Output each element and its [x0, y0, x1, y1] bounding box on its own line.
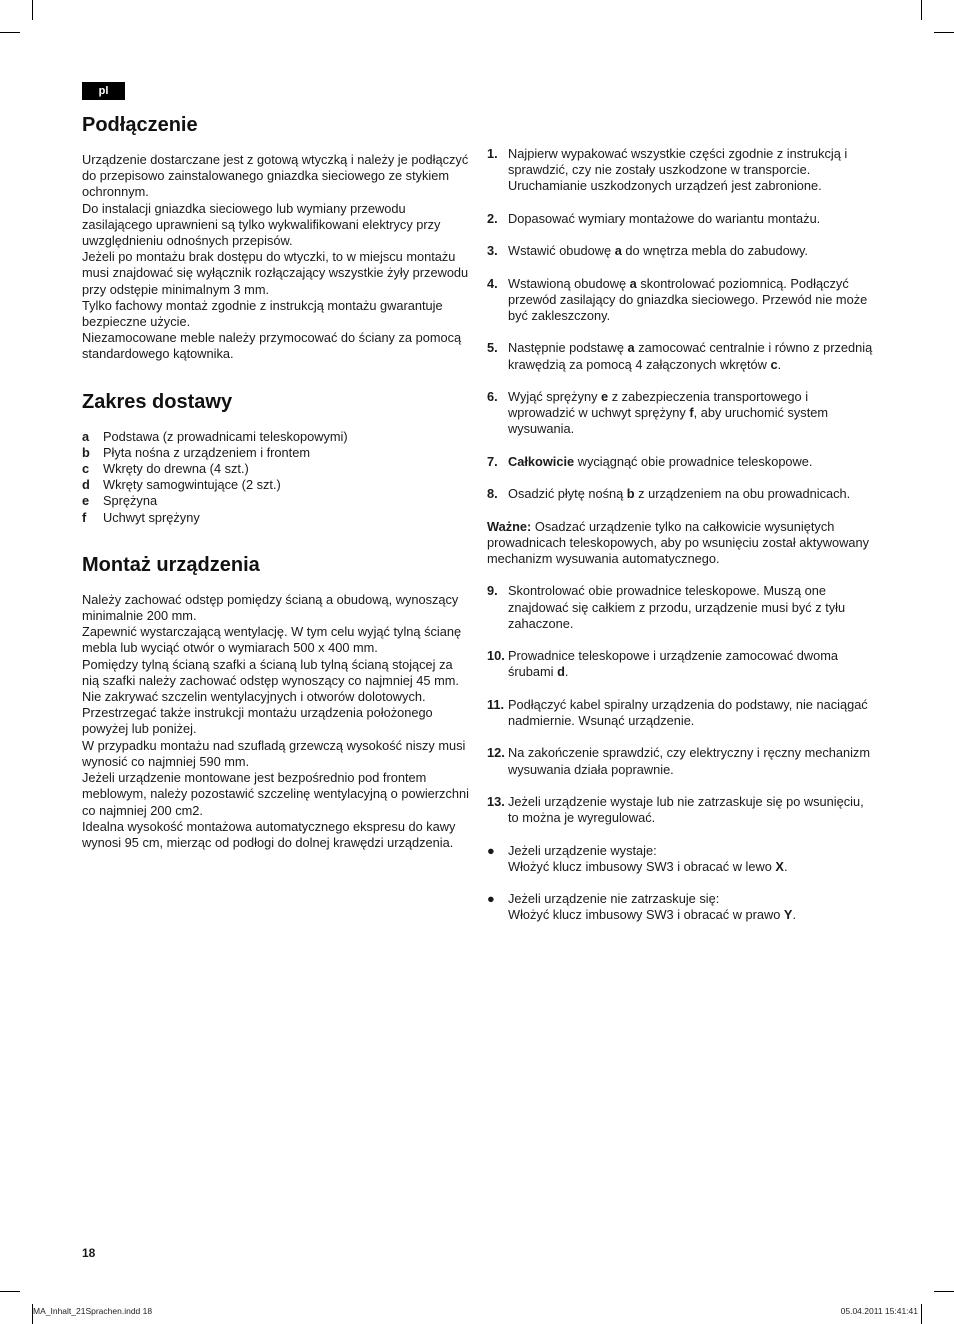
- step-item: [487, 843, 877, 875]
- step-number: 3.: [487, 243, 498, 259]
- paragraph: Przestrzegać także instrukcji montażu urządzenia położonego powyżej lub poniżej.: [82, 705, 433, 737]
- step-item: [487, 486, 877, 502]
- supply-list: [82, 429, 472, 526]
- step-number: ●: [487, 891, 495, 907]
- footer-datetime: 05.04.2011 15:41:41: [840, 1306, 918, 1316]
- paragraph: Urządzenie dostarczane jest z gotową wtyczką i należy je podłączyć do przepisowo zainstalowanego gniazdka sieciowego ze stykiem ochronnym.: [82, 152, 469, 200]
- crop-mark: [0, 1291, 20, 1292]
- step-text: Wstawioną obudowę a skontrolować poziomnicą. Podłączyć przewód zasilający do gniazdka sieciowego. Przewód nie może być zakleszczony.: [508, 275, 868, 323]
- step-item: [487, 583, 877, 632]
- step-text: Najpierw wypakować wszystkie części zgodnie z instrukcją i sprawdzić, czy nie zostały uszkodzone w transporcie. Uruchamianie uszkodzonych urządzeń jest zabronione.: [508, 146, 848, 194]
- step-item: [487, 276, 877, 325]
- mounting-text: [82, 592, 472, 851]
- step-number: 13.: [487, 793, 505, 809]
- connection-text: [82, 152, 472, 363]
- step-item: [487, 211, 877, 227]
- crop-mark: [921, 0, 922, 20]
- list-item: b Płyta nośna z urządzeniem i frontem: [82, 444, 310, 460]
- step-number: 7.: [487, 453, 498, 469]
- step-item: [487, 146, 877, 195]
- step-text: Na zakończenie sprawdzić, czy elektryczny i ręczny mechanizm wysuwania działa poprawnie.: [508, 745, 870, 777]
- step-item: [487, 891, 877, 923]
- step-number: 5.: [487, 340, 498, 356]
- crop-mark: [921, 1304, 922, 1324]
- important-note: [487, 519, 877, 568]
- step-text: Osadzić płytę nośną b z urządzeniem na obu prowadnicach.: [508, 486, 851, 502]
- step-text: Następnie podstawę a zamocować centralnie i równo z przednią krawędzią za pomocą 4 załączonych wkrętów c.: [508, 340, 873, 372]
- list-item: d Wkręty samogwintujące (2 szt.): [82, 477, 281, 493]
- list-item: c Wkręty do drewna (4 szt.): [82, 461, 249, 477]
- step-text: Jeżeli urządzenie wystaje lub nie zatrzaskuje się po wsunięciu, to można je wyregulować.: [508, 793, 864, 826]
- paragraph: Pomiędzy tylną ścianą szafki a ścianą lub tylną ścianą stojącej za nią szafki należy zachować odstęp wynoszący co najmniej 45 mm.: [82, 656, 459, 688]
- paragraph: Tylko fachowy montaż zgodnie z instrukcją montażu gwarantuje bezpieczne użycie.: [82, 297, 443, 330]
- list-item: e Sprężyna: [82, 493, 158, 509]
- list-item: a Podstawa (z prowadnicami teleskopowymi): [82, 428, 348, 444]
- step-text: Dopasować wymiary montażowe do wariantu montażu.: [508, 210, 821, 226]
- page-number: 18: [82, 1246, 96, 1260]
- paragraph: Do instalacji gniazdka sieciowego lub wymiany przewodu zasilającego uprawnieni są tylko wykwalifikowani elektrycy przy uwzględnieniu odnośnych przepisów.: [82, 200, 441, 249]
- step-item: [487, 794, 877, 826]
- connection-section: [82, 112, 472, 363]
- paragraph: Nie zakrywać szczelin wentylacyjnych i otworów dolotowych.: [82, 689, 426, 705]
- step-item: [487, 243, 877, 259]
- step-number: 4.: [487, 275, 498, 291]
- step-item: [487, 340, 877, 372]
- supply-title: Zakres dostawy: [82, 390, 233, 413]
- crop-mark: [32, 0, 33, 20]
- step-text: Wyjąć sprężyny e z zabezpieczenia transportowego i wprowadzić w uchwyt sprężyny f, aby uruchomić system wysuwania.: [508, 388, 829, 437]
- step-item: [487, 648, 877, 680]
- language-tab: pl: [82, 82, 125, 100]
- step-item: [487, 697, 877, 729]
- paragraph: W przypadku montażu nad szufladą grzewczą wysokość niszy musi wynosić co najmniej 590 mm.: [82, 737, 466, 769]
- paragraph: Niezamocowane meble należy przymocować do ściany za pomocą standardowego kątownika.: [82, 330, 462, 362]
- supply-section: [82, 389, 472, 526]
- step-text: Podłączyć kabel spiralny urządzenia do podstawy, nie naciągać nadmiernie. Wsunąć urządzenie.: [508, 696, 868, 728]
- mounting-title: Montaż urządzenia: [82, 553, 260, 576]
- paragraph: Jeżeli urządzenie montowane jest bezpośrednio pod frontem meblowym, należy pozostawić szczelinę wentylacyjną o powierzchni co najmniej 200 cm2.: [82, 770, 469, 818]
- note-label: Ważne:: [487, 518, 532, 534]
- step-text: Całkowicie wyciągnąć obie prowadnice teleskopowe.: [508, 453, 813, 469]
- step-item: [487, 454, 877, 470]
- step-item: [487, 389, 877, 438]
- steps-list-a: [487, 146, 877, 502]
- step-text: Jeżeli urządzenie nie zatrzaskuje się: Włożyć klucz imbusowy SW3 i obracać w prawo Y.: [508, 891, 797, 923]
- step-text: Skontrolować obie prowadnice teleskopowe. Muszą one znajdować się całkiem z przodu, urządzenie musi być z tyłu zahaczone.: [508, 583, 846, 631]
- note-text: Osadzać urządzenie tylko na całkowicie wysuniętych prowadnicach teleskopowych, aby po wsunięciu został aktywowany mechanizm wysuwania automatycznego.: [487, 518, 869, 566]
- connection-title: Podłączenie: [82, 114, 198, 136]
- left-column: [82, 112, 472, 877]
- step-number: ●: [487, 842, 495, 858]
- crop-mark: [934, 32, 954, 33]
- step-number: 12.: [487, 745, 505, 761]
- crop-mark: [0, 32, 20, 33]
- mounting-section: [82, 552, 472, 851]
- paragraph: Idealna wysokość montażowa automatycznego ekspresu do kawy wynosi 95 cm, mierząc od podłogi do dolnej krawędzi urządzenia.: [82, 818, 456, 850]
- steps-list-b: [487, 583, 877, 923]
- crop-mark: [934, 1291, 954, 1292]
- step-item: [487, 745, 877, 777]
- step-text: Jeżeli urządzenie wystaje: Włożyć klucz imbusowy SW3 i obracać w lewo X.: [508, 842, 788, 874]
- list-item: f Uchwyt sprężyny: [82, 509, 200, 525]
- step-number: 11.: [487, 696, 505, 712]
- step-number: 2.: [487, 210, 498, 226]
- step-text: Wstawić obudowę a do wnętrza mebla do zabudowy.: [508, 243, 808, 259]
- right-column: [487, 146, 877, 940]
- step-number: 6.: [487, 388, 498, 404]
- step-number: 8.: [487, 486, 498, 502]
- step-text: Prowadnice teleskopowe i urządzenie zamocować dwoma śrubami d.: [508, 648, 839, 680]
- step-number: 9.: [487, 583, 498, 599]
- step-number: 10.: [487, 648, 505, 664]
- footer-file: MA_Inhalt_21Sprachen.indd 18: [33, 1306, 153, 1316]
- step-number: 1.: [487, 146, 498, 161]
- paragraph: Jeżeli po montażu brak dostępu do wtyczki, to w miejscu montażu musi znajdować się wyłącznik rozłączający wszystkie żyły przewodu przy odstępie minimalnym 3 mm.: [82, 249, 469, 297]
- paragraph: Zapewnić wystarczającą wentylację. W tym celu wyjąć tylną ścianę mebla lub wyciąć otwór o wymiarach 500 x 400 mm.: [82, 624, 462, 656]
- paragraph: Należy zachować odstęp pomiędzy ścianą a obudową, wynoszący minimalnie 200 mm.: [82, 591, 459, 624]
